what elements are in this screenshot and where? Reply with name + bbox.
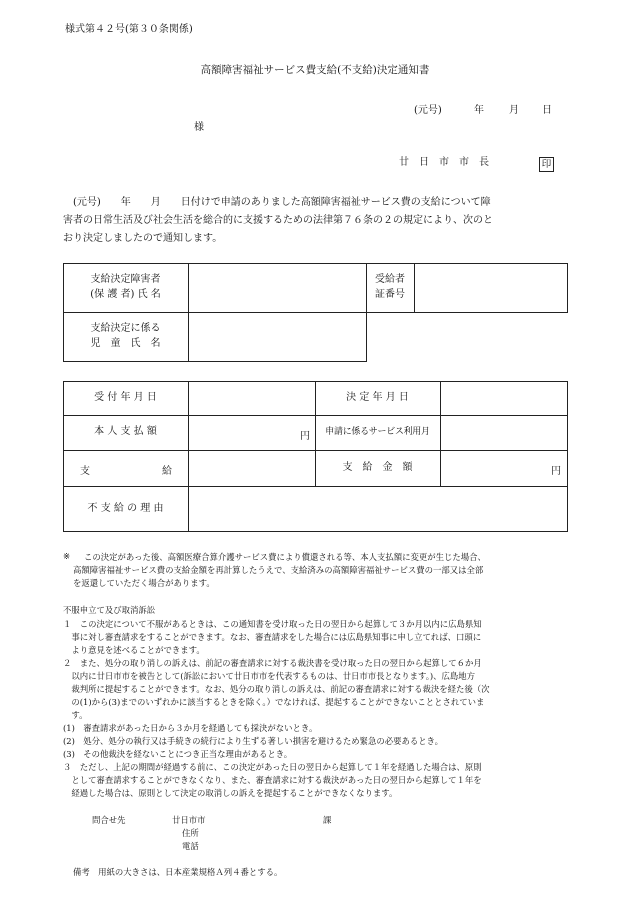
appeal-line: ２ また、処分の取り消しの訴えは、前記の審査請求に対する裁決書を受け取った日の翌日から起算して６か月 bbox=[63, 658, 482, 668]
cert-label-line2: 証番号 bbox=[375, 288, 405, 300]
self-payment-yen: 円 bbox=[300, 431, 310, 442]
appeal-line: 経過した場合は、原則として決定の取消しの訴えを提起することができなくなります。 bbox=[63, 788, 398, 798]
page-title: 高額障害福祉サービス費支給(不支給)決定通知書 bbox=[200, 64, 430, 76]
intro-line-1: (元号) 年 月 日付けで申請のありました高額障害福祉サービス費の支給について障 bbox=[63, 197, 491, 208]
issuer-name: 廿 日 市 市 長 bbox=[399, 157, 489, 168]
appeal-line: 事に対し審査請求をすることができます。なお、審査請求をした場合には広島県知事に申し立てれば、口頭に bbox=[63, 632, 482, 642]
payment-label-b: 給 bbox=[162, 466, 172, 477]
cert-label-line1: 受給者 bbox=[375, 274, 405, 285]
child-name-label bbox=[63, 312, 188, 361]
child-label-line2: 児 童 氏 名 bbox=[90, 337, 161, 349]
recipient-name-label bbox=[63, 263, 188, 312]
notice-line-1: この決定があった後、高額医療合算介護サービス費により償還される等、本人支払額に変更が生じた場合、 bbox=[84, 552, 486, 562]
contact-section: 課 bbox=[323, 815, 332, 825]
cert-number-field[interactable] bbox=[415, 264, 566, 311]
rejection-reason-field[interactable] bbox=[189, 487, 567, 531]
decision-date-label: 決 定 年 月 日 bbox=[346, 391, 409, 403]
contact-city: 廿日市市 bbox=[172, 815, 206, 825]
recipient-label-line1: 支給決定障害者 bbox=[90, 274, 161, 285]
addressee-suffix: 様 bbox=[194, 122, 204, 133]
payment-field[interactable] bbox=[189, 451, 314, 485]
self-payment-field[interactable] bbox=[189, 416, 314, 449]
date-day: 日 bbox=[542, 105, 552, 116]
appeal-line: (2) 処分、処分の執行又は手続きの続行により生ずる著しい損害を避けるため緊急の必要あるとき。 bbox=[63, 736, 444, 746]
amount-label: 支 給 金 額 bbox=[342, 461, 413, 473]
cert-number-label bbox=[366, 263, 414, 312]
appeal-line: の(1)から(3)までのいずれかに該当するときを除く。）でなければ、提起することができないこととされていま bbox=[63, 697, 485, 707]
service-month-label: 申請に係るサービス利用月 bbox=[325, 426, 430, 437]
date-era: (元号) bbox=[414, 105, 442, 116]
appeal-line: (1) 審査請求があった日から３か月を経過しても採決がないとき。 bbox=[63, 723, 318, 733]
appeal-line: より意見を述べることができます。 bbox=[63, 645, 205, 655]
decision-date-field[interactable] bbox=[441, 382, 567, 414]
appeal-line: として審査請求することができなくなり、また、審査請求に対する裁決があった日の翌日から起算して１年を bbox=[63, 775, 482, 785]
contact-address: 住所 bbox=[182, 828, 199, 838]
appeal-line: す。 bbox=[63, 710, 88, 720]
remarks: 備考 用紙の大きさは、日本産業規格Ａ列４番とする。 bbox=[73, 867, 283, 877]
seal-box bbox=[539, 152, 554, 172]
form-number: 様式第４２号(第３０条関係) bbox=[65, 24, 193, 35]
notice-mark: ※ bbox=[63, 551, 71, 561]
contact-label: 問合せ先 bbox=[92, 815, 126, 825]
child-name-field[interactable] bbox=[189, 313, 365, 360]
appeal-line: ３ ただし、上記の期間が経過する前に、この決定があった日の翌日から起算して１年を経過した場合は、原則 bbox=[63, 762, 482, 772]
amount-field[interactable] bbox=[441, 451, 567, 485]
intro-line-3: おり決定しましたので通知します。 bbox=[63, 233, 223, 244]
appeal-line: １ この決定について不服があるときは、この通知書を受け取った日の翌日から起算して３か月以内に広島県知 bbox=[63, 619, 482, 629]
notice-line-3: を返還していただく場合があります。 bbox=[73, 578, 215, 588]
date-month: 月 bbox=[509, 105, 519, 116]
contact-phone: 電話 bbox=[182, 841, 199, 851]
amount-yen: 円 bbox=[551, 466, 561, 477]
appeal-line: 裁判所に提起することができます。なお、処分の取り消しの訴えは、前記の審査請求に対する裁決を経た後（次 bbox=[63, 684, 490, 694]
rejection-reason-label: 不 支 給 の 理 由 bbox=[87, 502, 164, 514]
notice-line-2: 高額障害福祉サービス費の支給金額を再計算したうえで、支給済みの高額障害福祉サービス費の一部又は全部 bbox=[73, 565, 484, 575]
received-date-field[interactable] bbox=[189, 382, 314, 414]
child-label-line1: 支給決定に係る bbox=[90, 323, 161, 334]
recipient-label-line2: (保 護 者) 氏 名 bbox=[90, 288, 161, 300]
service-month-field[interactable] bbox=[441, 416, 567, 449]
appeal-line: (3) その他裁決を経ないことにつき正当な理由があるとき。 bbox=[63, 749, 293, 759]
intro-line-2: 害者の日常生活及び社会生活を総合的に支援するための法律第７６条の２の規定により、次のと bbox=[63, 215, 493, 226]
appeal-line: 以内に廿日市市を被告として(訴訟において廿日市市を代表するものは、廿日市市長となります。)、広島地方 bbox=[63, 671, 476, 681]
received-date-label: 受 付 年 月 日 bbox=[94, 391, 157, 403]
seal-mark: 印 bbox=[539, 157, 554, 172]
self-payment-label: 本 人 支 払 額 bbox=[94, 426, 157, 438]
payment-label-a: 支 bbox=[80, 466, 90, 477]
appeal-heading: 不服申立て及び取消訴訟 bbox=[63, 605, 156, 615]
date-year: 年 bbox=[474, 105, 484, 116]
recipient-name-field[interactable] bbox=[189, 264, 365, 311]
